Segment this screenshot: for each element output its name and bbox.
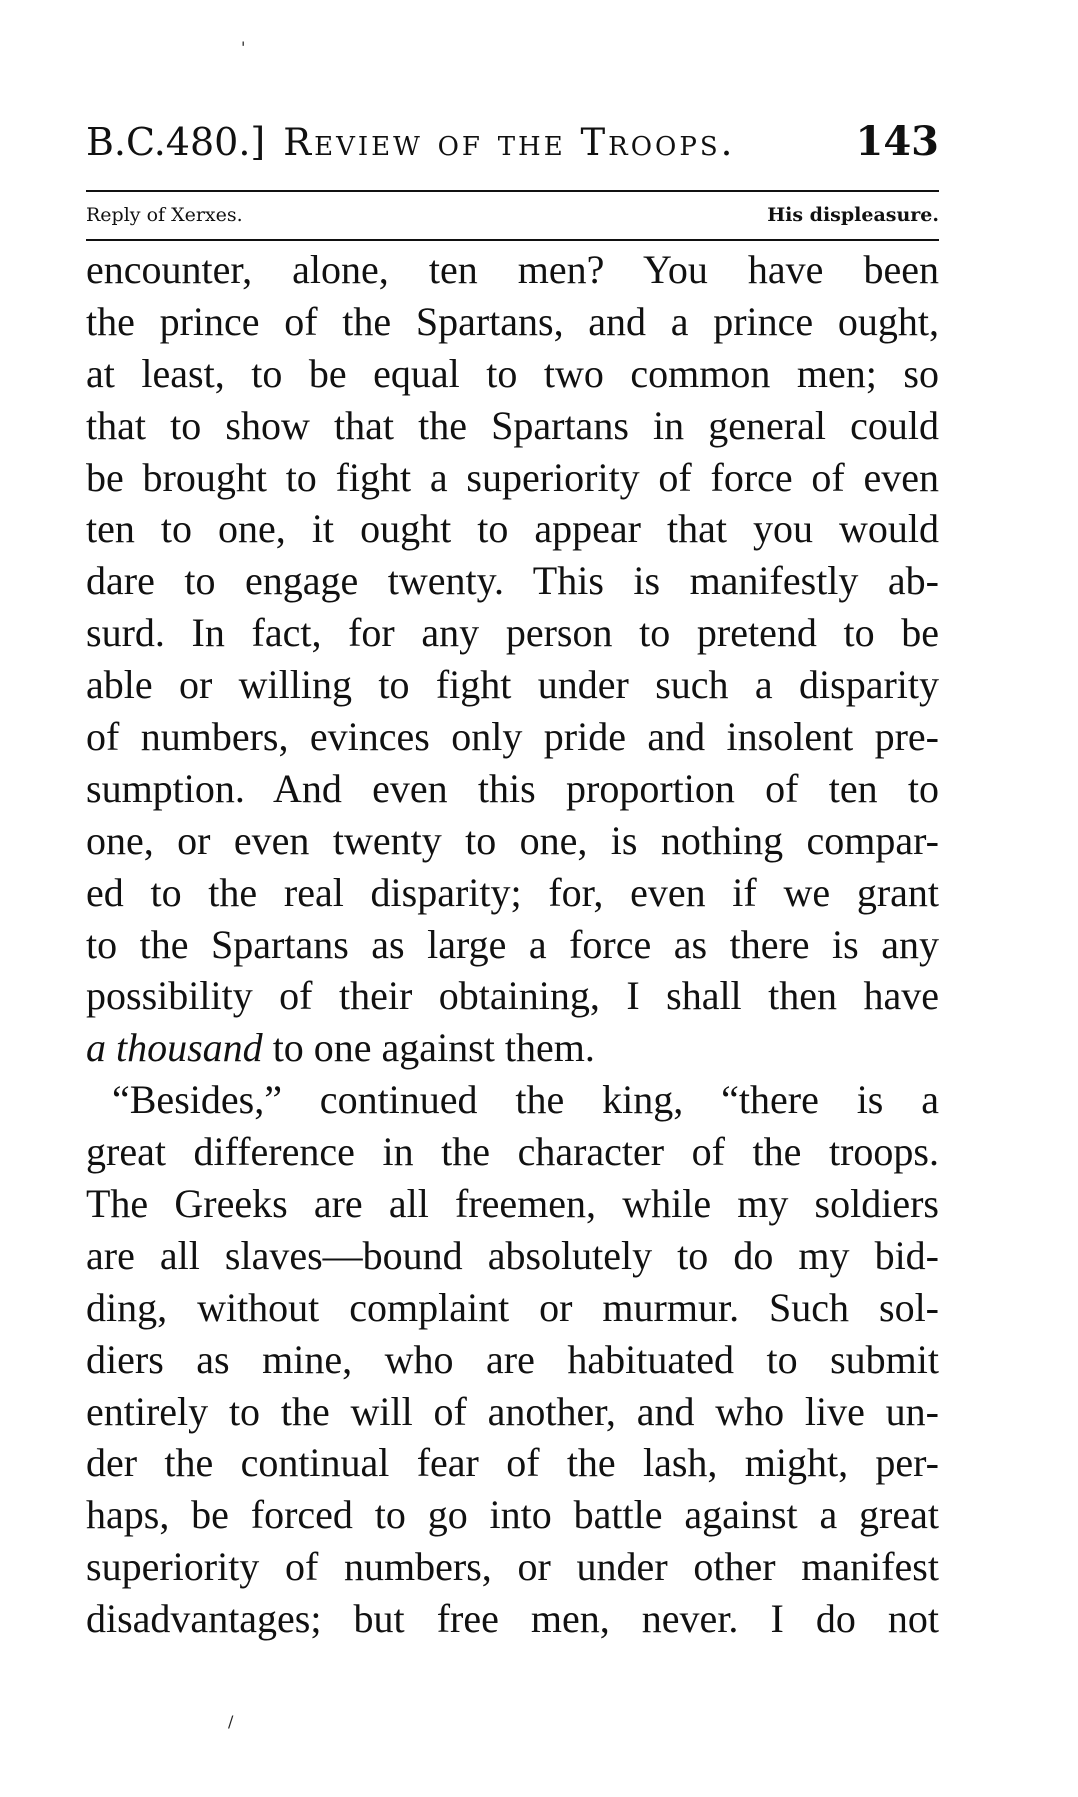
text-line: disadvantages; but free men, never. I do not bbox=[86, 1596, 939, 1642]
text-line: the prince of the Spartans, and a prince ought, bbox=[86, 298, 939, 344]
sidenote-right: His displeasure. bbox=[767, 204, 939, 226]
running-title: Review of the Troops. bbox=[283, 121, 736, 164]
sidenote-bar bbox=[86, 196, 939, 234]
text-line: The Greeks are all freemen, while my soldiers bbox=[86, 1181, 939, 1227]
text-line: one, or even twenty to one, is nothing compar- bbox=[86, 817, 939, 863]
running-header-left bbox=[86, 120, 735, 164]
text-line: “Besides,” continued the king, “there is a bbox=[112, 1077, 939, 1123]
body-text bbox=[86, 244, 939, 1645]
paragraph-1 bbox=[86, 244, 939, 1074]
page-number: 143 bbox=[855, 118, 939, 165]
print-speck-bottom: / bbox=[228, 1712, 234, 1731]
text-line: ed to the real disparity; for, even if we grant bbox=[86, 869, 939, 915]
text-line: to the Spartans as large a force as there is any bbox=[86, 921, 939, 967]
text-line: be brought to fight a superiority of force of even bbox=[86, 454, 939, 500]
text-line: possibility of their obtaining, I shall then have bbox=[86, 973, 939, 1019]
text-line: encounter, alone, ten men? You have been bbox=[86, 247, 939, 292]
text-line: dare to engage twenty. This is manifestly ab- bbox=[86, 558, 939, 604]
running-date: B.C.480.] bbox=[86, 120, 266, 164]
header-rule-top bbox=[86, 190, 939, 192]
text-line: surd. In fact, for any person to pretend to be bbox=[86, 610, 939, 656]
text-line: haps, be forced to go into battle against a great bbox=[86, 1492, 939, 1538]
text-line: of numbers, evinces only pride and insolent pre- bbox=[86, 714, 939, 760]
text-line: superiority of numbers, or under other manifest bbox=[86, 1544, 939, 1590]
text-line: that to show that the Spartans in general could bbox=[86, 402, 939, 448]
text-line: are all slaves—bound absolutely to do my bid- bbox=[86, 1232, 939, 1278]
text-line: great difference in the character of the troops. bbox=[86, 1129, 939, 1175]
header-rule-bottom bbox=[86, 239, 939, 241]
running-header bbox=[86, 118, 939, 182]
text-line-rest: to one against them. bbox=[262, 1025, 595, 1071]
paragraph-2 bbox=[86, 1074, 939, 1645]
text-line: able or willing to fight under such a disparity bbox=[86, 662, 939, 708]
text-line: sumption. And even this proportion of ten to bbox=[86, 765, 939, 811]
text-line: entirely to the will of another, and who live un- bbox=[86, 1388, 939, 1434]
sidenote-left: Reply of Xerxes. bbox=[86, 204, 243, 226]
text-line: ten to one, it ought to appear that you would bbox=[86, 506, 939, 552]
text-line-last bbox=[86, 1022, 939, 1074]
text-line: at least, to be equal to two common men; so bbox=[86, 350, 939, 396]
text-line: diers as mine, who are habituated to submit bbox=[86, 1336, 939, 1382]
print-speck-top: ' bbox=[241, 38, 246, 57]
text-line: ding, without complaint or murmur. Such sol- bbox=[86, 1284, 939, 1330]
italic-emphasis: a thousand bbox=[86, 1025, 263, 1071]
text-line: der the continual fear of the lash, might, per- bbox=[86, 1440, 939, 1486]
